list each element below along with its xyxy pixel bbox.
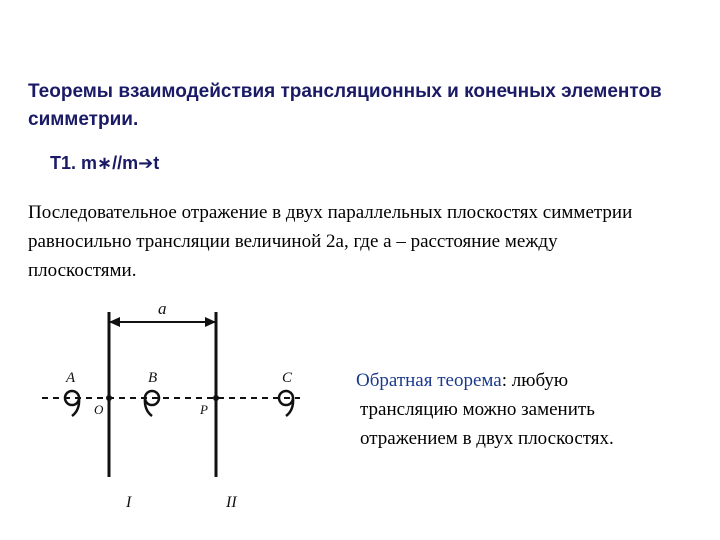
right-arrow-icon: ➔ (138, 153, 154, 173)
star-symbol: ∗ (97, 153, 113, 173)
theorem-parallel-m: //m (112, 153, 139, 173)
theorem-plane-m: m (81, 153, 98, 173)
point-P-dot (213, 395, 219, 401)
theorem-number: T1. (50, 153, 77, 173)
reflection-diagram (30, 292, 340, 534)
distance-arrow-right-head (205, 317, 216, 327)
label-P: P (200, 402, 208, 417)
distance-label: a (158, 299, 167, 318)
inverse-theorem-line2: трансляцию можно заменить (360, 399, 595, 420)
inverse-theorem-line1-rest: : любую (501, 370, 569, 391)
motif-C (279, 391, 293, 416)
motif-B (145, 391, 159, 416)
motif-A (65, 391, 79, 416)
label-plane-I: I (126, 494, 132, 511)
theorem-statement (50, 153, 159, 174)
label-O: O (94, 402, 104, 417)
theorem-translation-t: t (153, 153, 160, 173)
theorem-description: Последовательное отражение в двух параллельных плоскостях симметрии равносильно трансляции величиной 2а, где а – расстояние между плоскостями. (28, 202, 633, 281)
slide-title: Теоремы взаимодействия трансляционных и конечных элементов симметрии. (28, 81, 662, 130)
label-C: C (282, 370, 293, 386)
inverse-theorem-term: Обратная теорема (356, 370, 502, 391)
label-plane-II: II (226, 494, 237, 511)
label-A: A (66, 370, 76, 386)
label-B: B (148, 370, 158, 386)
distance-arrow-left-head (109, 317, 120, 327)
point-O-dot (106, 395, 112, 401)
inverse-theorem-line3: отражением в двух плоскостях. (360, 428, 614, 449)
inverse-theorem (356, 366, 696, 453)
